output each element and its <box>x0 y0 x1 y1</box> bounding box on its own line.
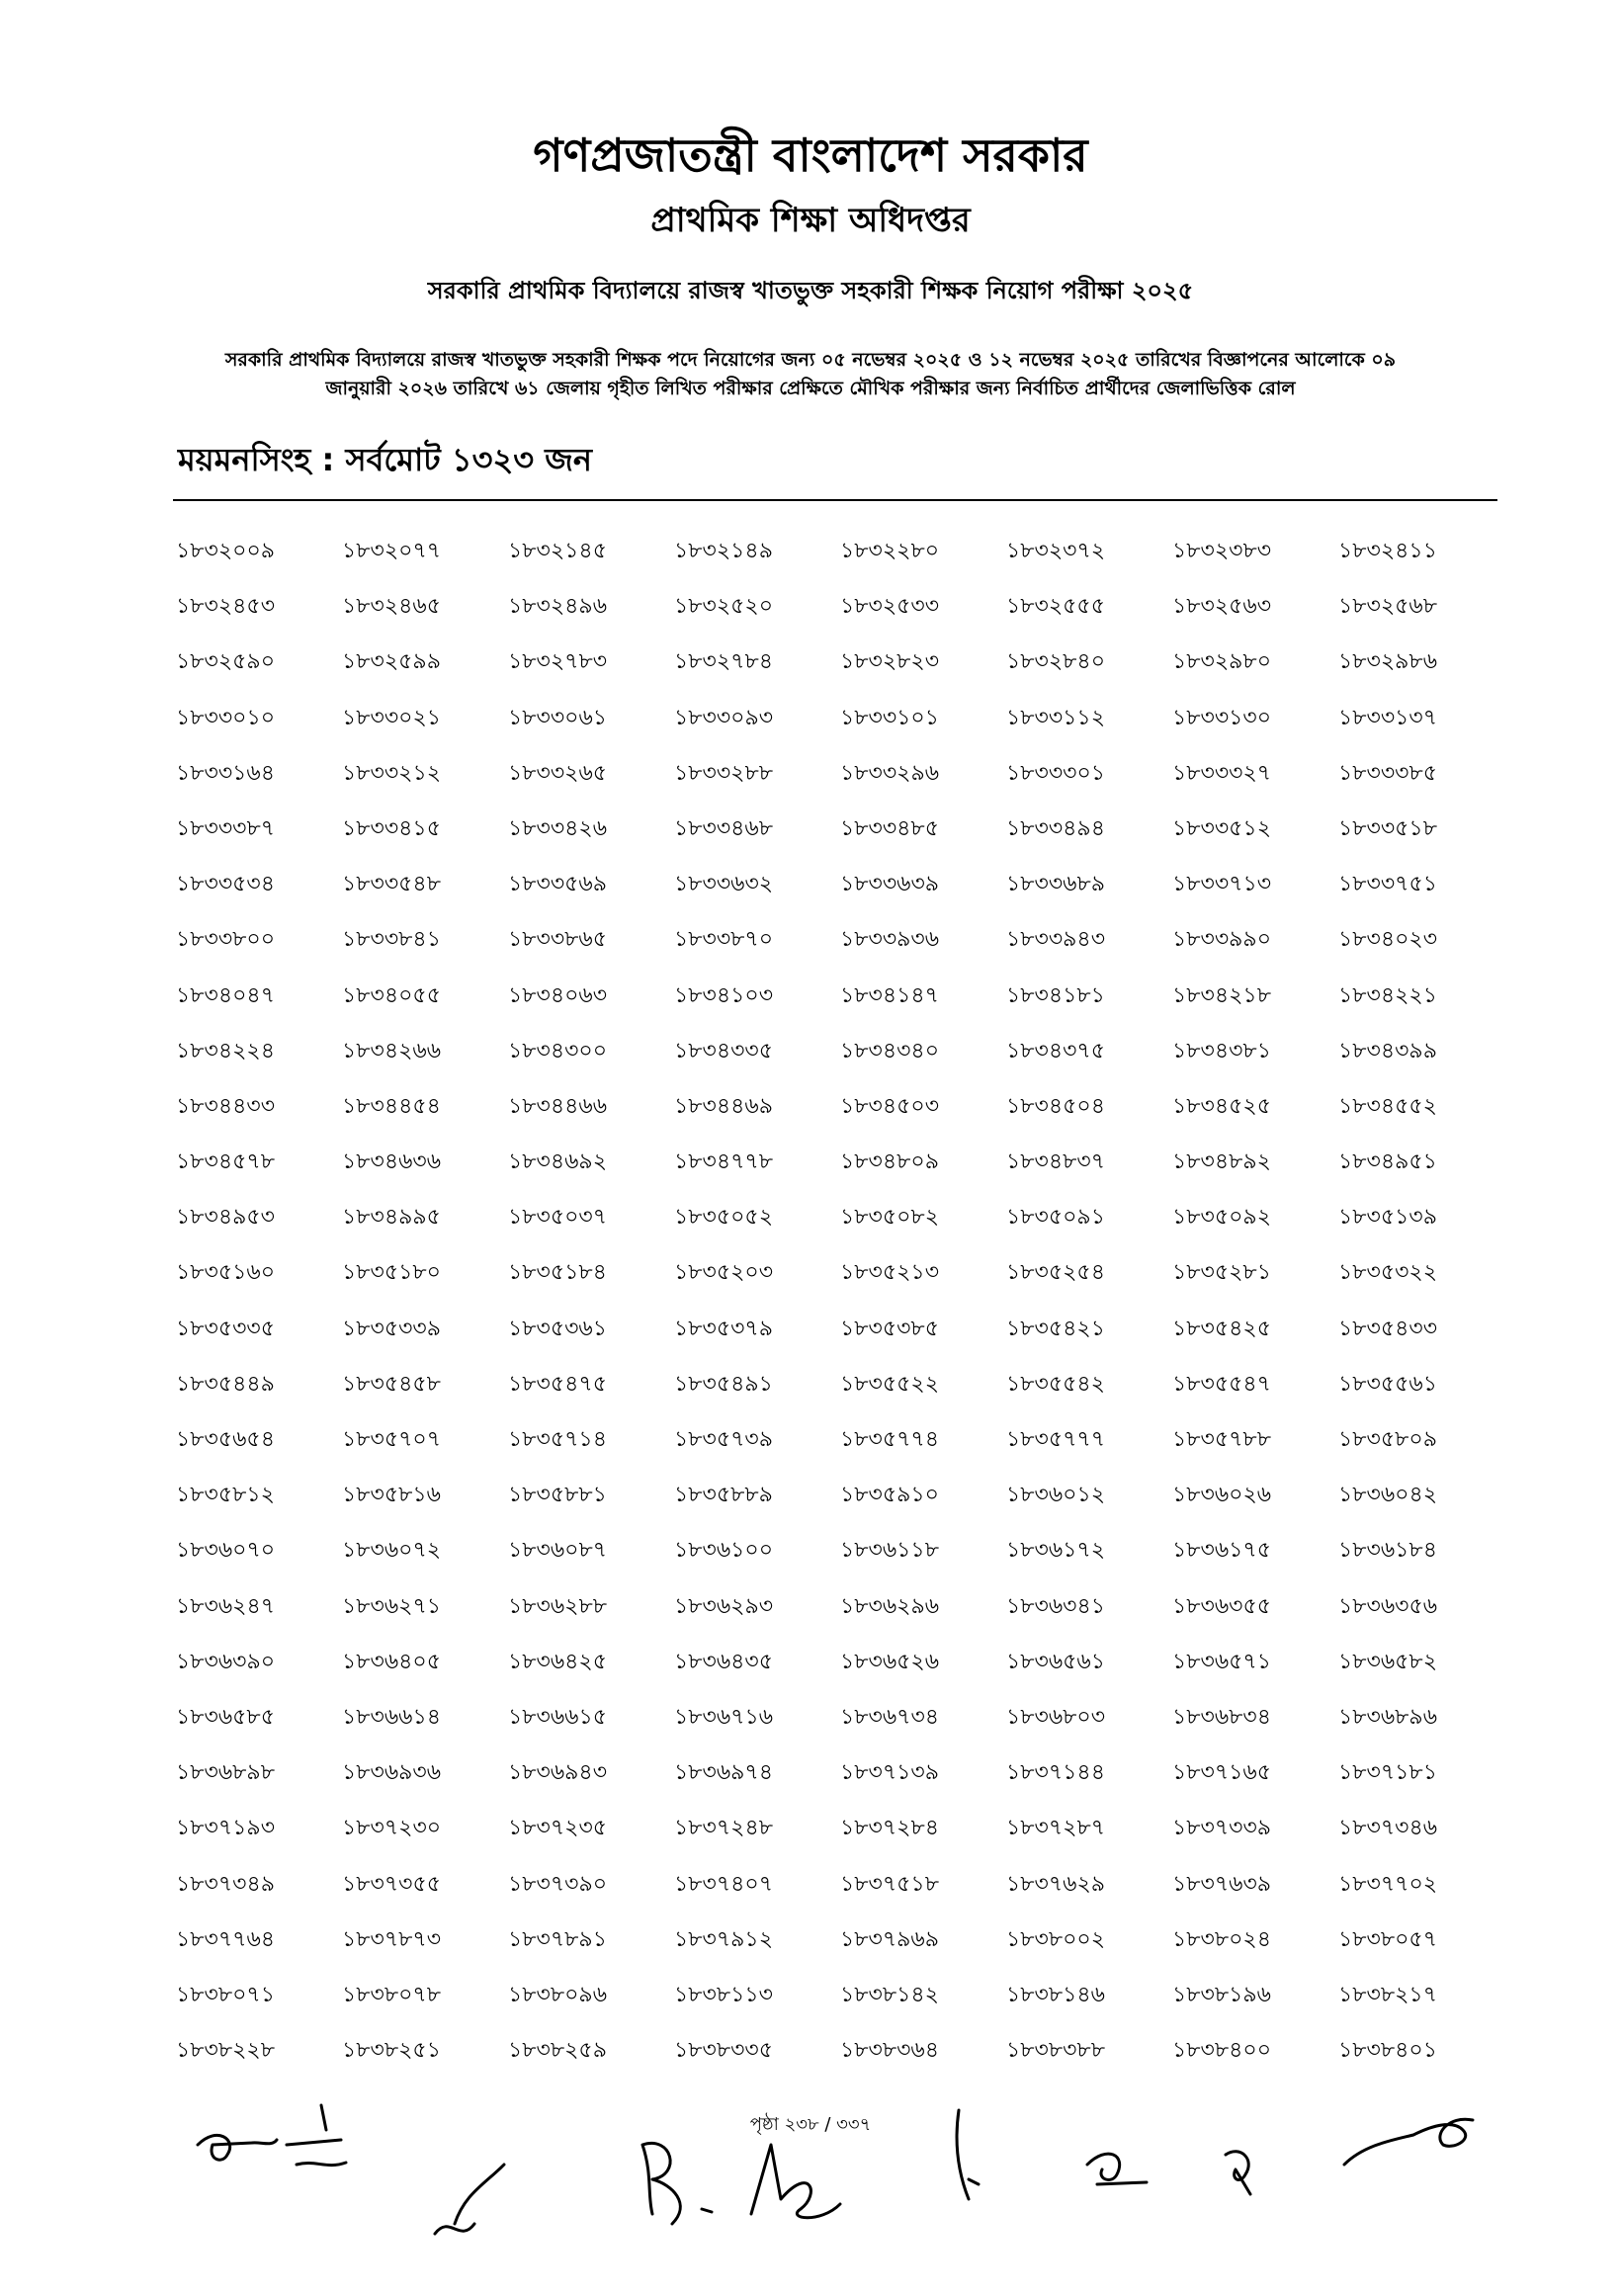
roll-number: ১৮৩৬৮৩৪ <box>1172 1704 1272 1730</box>
roll-number: ১৮৩৩৫৩৪ <box>176 872 276 897</box>
roll-number: ১৮৩৬৬১৫ <box>508 1704 608 1730</box>
roll-number: ১৮৩৮৪০১ <box>1338 2038 1437 2064</box>
roll-number: ১৮৩৪১৪৭ <box>840 982 939 1008</box>
signature-7 <box>1087 2154 1147 2184</box>
roll-number: ১৮৩৩৫৬৯ <box>508 872 608 897</box>
roll-number: ১৮৩৫২৮১ <box>1172 1260 1271 1286</box>
roll-number: ১৮৩৭২৪৮ <box>674 1816 774 1841</box>
roll-number: ১৮৩৪৫৫২ <box>1338 1093 1437 1119</box>
roll-number: ১৮৩৫৭১৪ <box>508 1427 607 1452</box>
roll-number: ১৮৩৪৯৫১ <box>1338 1149 1437 1175</box>
roll-number: ১৮৩৫১৬০ <box>176 1260 276 1286</box>
roll-number: ১৮৩৪৪৬৬ <box>508 1093 608 1119</box>
roll-number: ১৮৩৬০১২ <box>1006 1483 1106 1508</box>
roll-number: ১৮৩৪২১৮ <box>1172 982 1271 1008</box>
roll-number: ১৮৩৬০৮৭ <box>508 1538 608 1564</box>
roll-number: ১৮৩৭১৪৪ <box>1006 1760 1105 1786</box>
roll-number: ১৮৩৩৪১৫ <box>342 815 441 841</box>
roll-number: ১৮৩৬৫৬১ <box>1006 1649 1106 1674</box>
roll-number: ১৮৩৭৭৬৪ <box>176 1926 276 1952</box>
roll-number: ১৮৩৭৩৯০ <box>508 1871 608 1897</box>
signature-1 <box>198 2135 277 2160</box>
roll-number: ১৮৩৬১১৮ <box>840 1538 939 1564</box>
roll-number: ১৮৩৫০৯১ <box>1006 1205 1105 1231</box>
roll-number: ১৮৩৫২১৩ <box>840 1260 940 1286</box>
roll-number: ১৮৩২৪৫৩ <box>176 594 276 620</box>
roll-number: ১৮৩৪৮০৯ <box>840 1149 939 1175</box>
roll-number: ১৮৩২১৪৫ <box>508 539 607 563</box>
roll-number: ১৮৩২৫৯৯ <box>342 649 441 675</box>
roll-number: ১৮৩৫৫২২ <box>840 1371 940 1397</box>
roll-number: ১৮৩৪৩৩৫ <box>674 1038 774 1063</box>
roll-number: ১৮৩৫৪৯১ <box>674 1371 773 1397</box>
roll-number: ১৮৩২৭৮৪ <box>674 649 774 675</box>
roll-number: ১৮৩৭৯৬৯ <box>840 1926 940 1952</box>
roll-number: ১৮৩৫৩৬১ <box>508 1316 608 1341</box>
roll-number: ১৮৩৫৫৪২ <box>1006 1371 1105 1397</box>
roll-number: ১৮৩৩২৬৫ <box>508 760 608 786</box>
signatures <box>178 2085 1483 2283</box>
roll-number: ১৮৩৪৫০৪ <box>1006 1093 1105 1119</box>
roll-number: ১৮৩৪০২৩ <box>1338 927 1438 953</box>
roll-number: ১৮৩৩৪৯৪ <box>1006 815 1105 841</box>
roll-number: ১৮৩৭২৮৭ <box>1006 1816 1106 1841</box>
roll-number: ১৮৩৫৩৮৫ <box>840 1316 939 1341</box>
government-title: গণপ্রজাতন্ত্রী বাংলাদেশ সরকার <box>533 128 1088 182</box>
roll-number: ১৮৩৭৮৭৩ <box>342 1926 442 1952</box>
roll-number: ১৮৩৮১৯৬ <box>1172 1982 1271 2007</box>
roll-number: ১৮৩৩৮৪১ <box>342 927 441 953</box>
signature-2 <box>287 2105 346 2166</box>
roll-number: ১৮৩৪৫০৩ <box>840 1093 940 1119</box>
roll-number: ১৮৩৭৫১৮ <box>840 1871 939 1897</box>
roll-number: ১৮৩৮৪০০ <box>1172 2038 1272 2064</box>
roll-number: ১৮৩৮৩৮৮ <box>1006 2038 1105 2064</box>
roll-number: ১৮৩৬৩৪১ <box>1006 1593 1106 1619</box>
roll-number: ১৮৩৪২৬৬ <box>342 1038 442 1063</box>
roll-number: ১৮৩৮০০২ <box>1006 1926 1106 1952</box>
roll-number: ১৮৩৩৭১৩ <box>1172 872 1272 897</box>
roll-number: ১৮৩৩৯৯০ <box>1172 927 1272 953</box>
roll-number: ১৮৩৩৩৮৭ <box>176 815 276 841</box>
roll-number: ১৮৩৪৬৯২ <box>508 1149 608 1175</box>
roll-number: ১৮৩৬২৯৬ <box>840 1593 940 1619</box>
roll-number: ১৮৩৩৮৭০ <box>674 927 774 953</box>
roll-number: ১৮৩৭৮৯১ <box>508 1926 607 1952</box>
roll-number: ১৮৩৫২০৩ <box>674 1260 774 1286</box>
roll-number: ১৮৩৩৯৩৬ <box>840 927 940 953</box>
roll-number: ১৮৩৬৪৩৫ <box>674 1649 774 1674</box>
roll-number: ১৮৩৬১৮৪ <box>1338 1538 1437 1564</box>
roll-number: ১৮৩৩১৩৭ <box>1338 705 1438 730</box>
signature-9 <box>1344 2119 1473 2165</box>
roll-number: ১৮৩৬৩৯০ <box>176 1649 276 1674</box>
roll-number: ১৮৩৬৭৩৪ <box>840 1704 940 1730</box>
roll-number: ১৮৩৫৮১৬ <box>342 1483 441 1508</box>
roll-number: ১৮৩৫৮০৯ <box>1338 1427 1437 1452</box>
roll-number: ১৮৩৪৭৭৮ <box>674 1149 774 1175</box>
roll-number: ১৮৩৭৬৩৯ <box>1172 1871 1272 1897</box>
roll-number: ১৮৩৮৩৬৪ <box>840 2038 940 2064</box>
signature-5 <box>751 2145 840 2218</box>
roll-number: ১৮৩৮৩৩৫ <box>674 2038 774 2064</box>
roll-number: ১৮৩৭৬২৯ <box>1006 1871 1106 1897</box>
roll-number: ১৮৩৩৪৬৮ <box>674 815 774 841</box>
roll-number: ১৮৩৭৩৫৫ <box>342 1871 442 1897</box>
roll-number: ১৮৩৪৮৯২ <box>1172 1149 1271 1175</box>
roll-number: ১৮৩৫৫৪৭ <box>1172 1371 1271 1397</box>
roll-number: ১৮৩৪০৬৩ <box>508 982 608 1008</box>
roll-number: ১৮৩৫৪২১ <box>1006 1316 1105 1341</box>
exam-description: সরকারি প্রাথমিক বিদ্যালয়ে রাজস্ব খাতভুক্ত সহকারী শিক্ষক পদে নিয়োগের জন্য ০৫ নভেম্বর ২০২৫ ও ১২ নভেম্বর ২০২৫ তারিখের বিজ্ঞাপনের আলোকে ০৯ জানুয়ারী ২০২৬ তারিখে ৬১ জেলায় গৃহীত লিখিত পরীক্ষার প্রেক্ষিতে মৌখিক পরীক্ষার জন্য নির্বাচিত প্রার্থীদের জেলাভিত্তিক রোল <box>224 349 1397 399</box>
roll-number: ১৮৩৮১৪৬ <box>1006 1982 1105 2007</box>
roll-number: ১৮৩৭৭০২ <box>1338 1871 1438 1897</box>
roll-number: ১৮৩২৫৯০ <box>176 649 276 675</box>
roll-number: ১৮৩৬১০০ <box>674 1538 774 1564</box>
roll-number: ১৮৩৩১০১ <box>840 705 940 730</box>
roll-number: ১৮৩৮১৪২ <box>840 1982 939 2007</box>
roll-number: ১৮৩৭২৩০ <box>342 1816 442 1841</box>
roll-number: ১৮৩৭১৮১ <box>1338 1760 1437 1786</box>
roll-number: ১৮৩৪০৫৫ <box>342 982 441 1008</box>
roll-number: ১৮৩৫০৮২ <box>840 1205 940 1231</box>
roll-number: ১৮৩৮২২৮ <box>176 2038 276 2064</box>
roll-number: ১৮৩৪৫৭৮ <box>176 1149 275 1175</box>
roll-number: ১৮৩৩২১২ <box>342 760 442 786</box>
roll-number: ১৮৩৮০৫৭ <box>1338 1926 1438 1952</box>
roll-number: ১৮৩৫০৫২ <box>674 1205 774 1231</box>
roll-number: ১৮৩৬০৭২ <box>342 1538 442 1564</box>
roll-number: ১৮৩৫৪৩৩ <box>1338 1316 1438 1341</box>
roll-number: ১৮৩৮২৫১ <box>342 2038 441 2064</box>
roll-number: ১৮৩৩১৬৪ <box>176 760 276 786</box>
roll-number: ১৮৩৪৩৪০ <box>840 1038 940 1063</box>
roll-number: ১৮৩৩৮০০ <box>176 927 276 953</box>
roll-number: ১৮৩৬৪০৫ <box>342 1649 442 1674</box>
roll-number: ১৮৩৩৪৮৫ <box>840 815 939 841</box>
roll-number: ১৮৩৩৩০১ <box>1006 760 1106 786</box>
roll-number: ১৮৩২৩৮৩ <box>1172 539 1272 563</box>
roll-number: ১৮৩৫০৩৭ <box>508 1205 608 1231</box>
roll-number: ১৮৩৫৭০৭ <box>342 1427 442 1452</box>
roll-number: ১৮৩৩৪২৬ <box>508 815 608 841</box>
roll-number-grid <box>176 534 1510 2088</box>
roll-number: ১৮৩৬৫২৬ <box>840 1649 940 1674</box>
roll-number: ১৮৩৭১৬৫ <box>1172 1760 1272 1786</box>
roll-number: ১৮৩৪২২৪ <box>176 1038 276 1063</box>
roll-number: ১৮৩৩৭৫১ <box>1338 872 1438 897</box>
roll-number: ১৮৩৬৩৫৫ <box>1172 1593 1272 1619</box>
document-header <box>0 128 1621 402</box>
roll-number: ১৮৩৮২১৭ <box>1338 1982 1438 2007</box>
roll-number: ১৮৩৬৮৯৮ <box>176 1760 275 1786</box>
roll-number: ১৮৩৭১৯৩ <box>176 1816 276 1841</box>
roll-number: ১৮৩৪৬৩৬ <box>342 1149 442 1175</box>
roll-number: ১৮৩২৯৮৬ <box>1338 649 1438 675</box>
roll-number: ১৮৩৮০৯৬ <box>508 1982 608 2007</box>
roll-number: ১৮৩৭৩৪৯ <box>176 1871 276 1897</box>
roll-number: ১৮৩৭২৩৫ <box>508 1816 608 1841</box>
roll-number: ১৮৩৪৪৬৯ <box>674 1093 773 1119</box>
roll-number: ১৮৩৬২৭১ <box>342 1593 442 1619</box>
roll-number: ১৮৩২২৮০ <box>840 539 940 563</box>
roll-number: ১৮৩৪০৪৭ <box>176 982 276 1008</box>
roll-number: ১৮৩২৫৬৮ <box>1338 594 1438 620</box>
roll-number: ১৮৩৬৩৫৬ <box>1338 1593 1438 1619</box>
roll-number: ১৮৩৮০৭১ <box>176 1982 276 2007</box>
department-title: প্রাথমিক শিক্ষা অধিদপ্তর <box>650 201 971 241</box>
roll-number: ১৮৩৩৯৪৩ <box>1006 927 1106 953</box>
roll-number: ১৮৩৩০২১ <box>342 705 442 730</box>
roll-number: ১৮৩৫৫৬১ <box>1338 1371 1437 1397</box>
roll-number: ১৮৩৬৫৭১ <box>1172 1649 1272 1674</box>
roll-number: ১৮৩৫৪৪৯ <box>176 1371 275 1397</box>
roll-number: ১৮৩৮২৫৯ <box>508 2038 607 2064</box>
roll-number: ১৮৩৬২৯৩ <box>674 1593 774 1619</box>
roll-number: ১৮৩৬৫৮২ <box>1338 1649 1438 1674</box>
roll-number: ১৮৩৬৪২৫ <box>508 1649 608 1674</box>
roll-number: ১৮৩৫৮১২ <box>176 1483 275 1508</box>
roll-number: ১৮৩২৫২০ <box>674 594 774 620</box>
roll-number: ১৮৩২০০৯ <box>176 539 276 563</box>
roll-number: ১৮৩৬৬১৪ <box>342 1704 442 1730</box>
roll-number: ১৮৩৬৫৮৫ <box>176 1704 275 1730</box>
roll-number: ১৮৩৪১০৩ <box>674 982 774 1008</box>
roll-number: ১৮৩৩২৯৬ <box>840 760 940 786</box>
roll-number: ১৮৩৪৩০০ <box>508 1038 608 1063</box>
roll-number: ১৮৩৪৩৯৯ <box>1338 1038 1437 1063</box>
roll-number: ১৮৩৭৩৩৯ <box>1172 1816 1272 1841</box>
roll-number: ১৮৩৬০৭০ <box>176 1538 276 1564</box>
roll-number: ১৮৩৮০২৪ <box>1172 1926 1272 1952</box>
roll-number: ১৮৩৫১৩৯ <box>1338 1205 1437 1231</box>
roll-number: ১৮৩৫৩৩৫ <box>176 1316 276 1341</box>
roll-number: ১৮৩৬৯৪৩ <box>508 1760 608 1786</box>
roll-number: ১৮৩৩৩২৭ <box>1172 760 1272 786</box>
roll-number: ১৮৩২৪১১ <box>1338 539 1437 563</box>
roll-number: ১৮৩৫৬৫৪ <box>176 1427 275 1452</box>
roll-number: ১৮৩৫৮৮৯ <box>674 1483 773 1508</box>
page-number: পৃষ্ঠা ২৩৮ / ৩৩৭ <box>749 2114 872 2135</box>
roll-number: ১৮৩৪৩৮১ <box>1172 1038 1271 1063</box>
roll-number: ১৮৩৬৭১৬ <box>674 1704 774 1730</box>
roll-number: ১৮৩২৩৭২ <box>1006 539 1106 563</box>
roll-number: ১৮৩৫৩৭৯ <box>674 1316 774 1341</box>
roll-number: ১৮৩৪৪৩৩ <box>176 1093 276 1119</box>
roll-number: ১৮৩৪৪৫৪ <box>342 1093 441 1119</box>
roll-number: ১৮৩২৪৯৬ <box>508 594 608 620</box>
roll-number: ১৮৩৩০৯৩ <box>674 705 774 730</box>
roll-number: ১৮৩৩৮৬৫ <box>508 927 608 953</box>
roll-number: ১৮৩৫১৮০ <box>342 1260 441 1286</box>
roll-number: ১৮৩৭৪০৭ <box>674 1871 774 1897</box>
roll-number: ১৮৩৫১৮৪ <box>508 1260 607 1286</box>
roll-number: ১৮৩৫৪৫৮ <box>342 1371 441 1397</box>
roll-number: ১৮৩৪৫২৫ <box>1172 1093 1271 1119</box>
roll-number: ১৮৩৬০৪২ <box>1338 1483 1438 1508</box>
roll-number: ১৮৩৫৩৩৯ <box>342 1316 442 1341</box>
signature-4 <box>642 2143 712 2224</box>
roll-number: ১৮৩৬১৭৫ <box>1172 1538 1272 1564</box>
roll-number: ১৮৩৪২২১ <box>1338 982 1438 1008</box>
signature-scribbles <box>178 2085 1483 2283</box>
roll-number: ১৮৩৫৪২৫ <box>1172 1316 1271 1341</box>
roll-number: ১৮৩৫৯১০ <box>840 1483 939 1508</box>
roll-number: ১৮৩৩৬৩৯ <box>840 872 940 897</box>
roll-number: ১৮৩২৮২৩ <box>840 649 940 675</box>
roll-number: ১৮৩৪৯৫৩ <box>176 1205 275 1231</box>
roll-number: ১৮৩৬৯৩৬ <box>342 1760 442 1786</box>
roll-number: ১৮৩৩৬৮৯ <box>1006 872 1106 897</box>
roll-number: ১৮৩৬২৮৮ <box>508 1593 608 1619</box>
roll-number: ১৮৩৩২৮৮ <box>674 760 774 786</box>
roll-number: ১৮৩৫৩২২ <box>1338 1260 1438 1286</box>
roll-number: ১৮৩২৭৮৩ <box>508 649 608 675</box>
roll-number: ১৮৩৪৮৩৭ <box>1006 1149 1106 1175</box>
roll-number: ১৮৩২১৪৯ <box>674 539 773 563</box>
roll-number: ১৮৩৭৩৪৬ <box>1338 1816 1438 1841</box>
signature-6 <box>957 2110 979 2199</box>
roll-number: ১৮৩৫৪৭৫ <box>508 1371 607 1397</box>
roll-number: ১৮৩৩৫৪৮ <box>342 872 441 897</box>
roll-number: ১৮৩৫৭৮৮ <box>1172 1427 1271 1452</box>
roll-number: ১৮৩২৫৩৩ <box>840 594 940 620</box>
roll-number: ১৮৩৫৭৭৭ <box>1006 1427 1106 1452</box>
roll-number: ১৮৩৬৮০৩ <box>1006 1704 1106 1730</box>
signature-8 <box>1226 2152 1250 2194</box>
roll-number: ১৮৩৫৮৮১ <box>508 1483 607 1508</box>
roll-number: ১৮৩৩৩৮৫ <box>1338 760 1438 786</box>
signature-3 <box>435 2165 504 2234</box>
roll-number: ১৮৩৫২৫৪ <box>1006 1260 1105 1286</box>
roll-number: ১৮৩৫৭৩৯ <box>674 1427 774 1452</box>
roll-number: ১৮৩৩১৩০ <box>1172 705 1272 730</box>
roll-number: ১৮৩২৮৪০ <box>1006 649 1106 675</box>
roll-number: ১৮৩৭১৩৯ <box>840 1760 940 1786</box>
roll-number: ১৮৩২৫৫৫ <box>1006 594 1105 620</box>
roll-number: ১৮৩২৯৮০ <box>1172 649 1272 675</box>
exam-title: সরকারি প্রাথমিক বিদ্যালয়ে রাজস্ব খাতভুক্ত সহকারী শিক্ষক নিয়োগ পরীক্ষা ২০২৫ <box>427 277 1194 305</box>
roll-number: ১৮৩২৫৬৩ <box>1172 594 1272 620</box>
roll-number: ১৮৩৮১১৩ <box>674 1982 773 2007</box>
district-heading: ময়মনসিংহ : সর্বমোট ১৩২৩ জন <box>178 441 592 478</box>
roll-number: ১৮৩৫৭৭৪ <box>840 1427 940 1452</box>
roll-number: ১৮৩৬১৭২ <box>1006 1538 1106 1564</box>
roll-number: ১৮৩২৪৬৫ <box>342 594 442 620</box>
roll-number: ১৮৩৬২৪৭ <box>176 1593 276 1619</box>
roll-number: ১৮৩৩৫১২ <box>1172 815 1272 841</box>
roll-number: ১৮৩৬০২৬ <box>1172 1483 1272 1508</box>
roll-number: ১৮৩২০৭৭ <box>342 539 442 563</box>
roll-number: ১৮৩৩০৬১ <box>508 705 608 730</box>
roll-number: ১৮৩৭৯১২ <box>674 1926 774 1952</box>
roll-number: ১৮৩৪৯৯৫ <box>342 1205 441 1231</box>
roll-number: ১৮৩৪৩৭৫ <box>1006 1038 1106 1063</box>
roll-number: ১৮৩৩৬৩২ <box>674 872 774 897</box>
roll-number: ১৮৩৩০১০ <box>176 705 276 730</box>
roll-number: ১৮৩৩৫১৮ <box>1338 815 1437 841</box>
heading-divider <box>173 499 1497 501</box>
roll-number: ১৮৩৩১১২ <box>1006 705 1106 730</box>
roll-number: ১৮৩৭২৮৪ <box>840 1816 940 1841</box>
roll-number: ১৮৩৬৮৯৬ <box>1338 1704 1438 1730</box>
roll-number: ১৮৩৬৯৭৪ <box>674 1760 774 1786</box>
roll-number: ১৮৩৮০৭৮ <box>342 1982 442 2007</box>
roll-number: ১৮৩৫০৯২ <box>1172 1205 1272 1231</box>
roll-number: ১৮৩৪১৮১ <box>1006 982 1105 1008</box>
